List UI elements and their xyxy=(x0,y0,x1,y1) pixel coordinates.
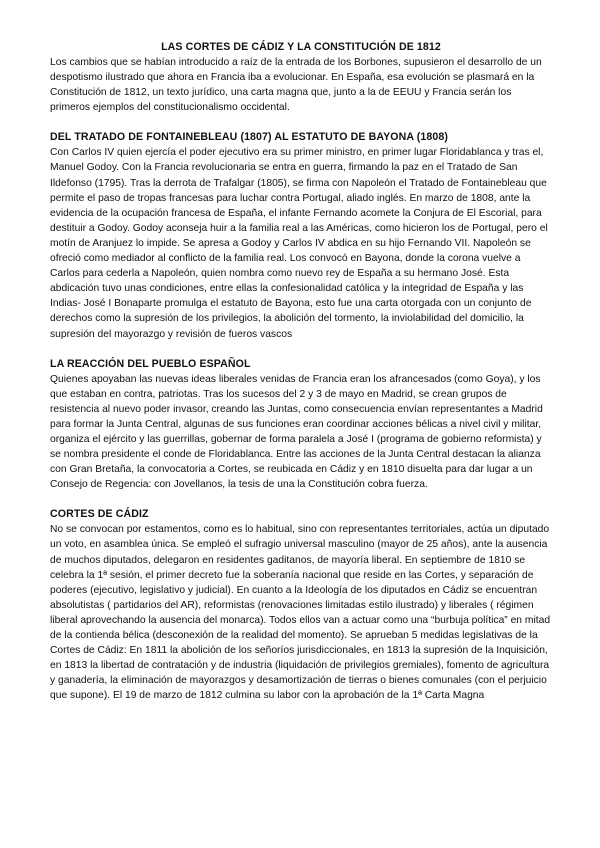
section-heading-fontainebleau: DEL TRATADO DE FONTAINEBLEAU (1807) AL ESTATUTO DE BAYONA (1808) xyxy=(50,131,449,144)
section-body-reaccion: Quienes apoyaban las nuevas ideas liberales venidas de Francia eran los afrancesados (como Goya), y los que estaban en contra, patriotas. Tras los sucesos del 2 y 3 de mayo en Madrid, se crean grupos de resistencia al nuevo poder invasor, creando las Juntas, como consecuencia envían representantes a Madrid para formar la Junta Central, algunas de sus funciones eran coordinar acciones bélicas a nivel civil y militar, organiza el ejército y las guerrillas, gobernar de forma paralela a José I (programa de gobierno reformista) y se nombra presidente el conde de Floridablanca. Entre las acciones de la Junta Central destacan la alianza con Gran Bretaña, la convocatoria a Cortes, se reubicada en Cádiz y en 1810 disuelta para dar lugar a un Consejo de Regencia: con Jovellanos, la tesis de una la Constitución cobra fuerza. xyxy=(50,373,543,491)
intro-paragraph: Los cambios que se habían introducido a raíz de la entrada de los Borbones, supusieron el desarrollo de un despotismo ilustrado que ahora en Francia iba a evolucionar. En España, esa evolución se plasmará en la Constitución de 1812, un texto jurídico, una carta magna que, junto a la de EEUU y Francia serán los primeros ejemplos del constitucionalismo occidental. xyxy=(50,57,542,114)
section-spacer xyxy=(50,342,552,357)
section-spacer xyxy=(50,492,552,507)
document-title: LAS CORTES DE CÁDIZ Y LA CONSTITUCIÓN DE 1812 xyxy=(161,41,441,53)
document-page xyxy=(50,40,552,703)
section-heading-reaccion: LA REACCIÓN DEL PUEBLO ESPAÑOL xyxy=(50,357,251,370)
section-spacer xyxy=(50,115,552,130)
section-heading-cortes: CORTES DE CÁDIZ xyxy=(50,508,149,521)
section-body-cortes: No se convocan por estamentos, como es lo habitual, sino con representantes territoriales, actúa un diputado un voto, en asamblea única. Se empleó el sufragio universal masculino (mayor de 25 años), ante la ausencia de muchos diputados, delegaron en residentes gaditanos, de mayoría liberal. En septiembre de 1810 se celebra la 1ª sesión, el primer decreto fue la soberanía nacional que reside en las Cortes, y separación de poderes (ejecutivo, legislativo y judicial). En cuanto a la Ideología de los diputados en Cádiz se encuentran absolutistas ( partidarios del AR), reformistas (renovaciones limitadas estilo ilustrado) y liberales ( régimen liberal aprovechando la ausencia del monarca). Todos ellos van a actuar como una “burbuja política” en mitad de la contienda bélica (desconexión de la realidad del momento). Se aprueban 5 medidas legislativas de la Cortes de Cádiz: En 1811 la abolición de los señoríos jurisdiccionales, en 1813 la supresión de la Inquisición, en 1813 la libertad de contratación y de industria (liquidación de privilegios gremiales), fomento de agricultura y ganadería, la eliminación de mayorazgos y desamortización de tierras o bienes comunales (con el perjuicio que supone). El 19 de marzo de 1812 culmina su labor con la aprobación de la 1ª Carta Magna xyxy=(50,524,551,702)
section-body-fontainebleau: Con Carlos IV quien ejercía el poder ejecutivo era su primer ministro, en primer lugar Floridablanca y tras el, Manuel Godoy. Con la Francia revolucionaria se entra en guerra, firmando la paz en el Tratado de San Ildefonso (1795). Tras la derrota de Trafalgar (1805), se firma con Napoleón el Tratado de Fontainebleau que permite el paso de tropas francesas para luchar contra Portugal, aliado inglés. En marzo de 1808, ante la evidencia de la ocupación francesa de España, el infante Fernando acomete la Conjura de El Escorial, para destituir a Godoy. Godoy aconseja huir a la familia real a las Américas, como hicieron los de Portugal, pero el motín de Aranjuez lo impide. Se apresa a Godoy y Carlos IV abdica en su hijo Fernando VII. Napoleón se ofreció como mediador al conflicto de la familia real. Los convocó en Bayona, donde la corona vuelve a Carlos para cederla a Napoleón, quien nombra como nuevo rey de España a su hermano José. Esta abdicación tuvo unas condiciones, entre ellas la confesionalidad católica y la integridad de España y las Indias- José I Bonaparte promulga el estatuto de Bayona, esto fue una carta otorgada con un conjunto de derechos como la supresión de los privilegios, la abolición del tormento, la inviolabilidad del domicilio, la supresión del mayorazgo y revisión de fueros vascos xyxy=(50,147,548,340)
